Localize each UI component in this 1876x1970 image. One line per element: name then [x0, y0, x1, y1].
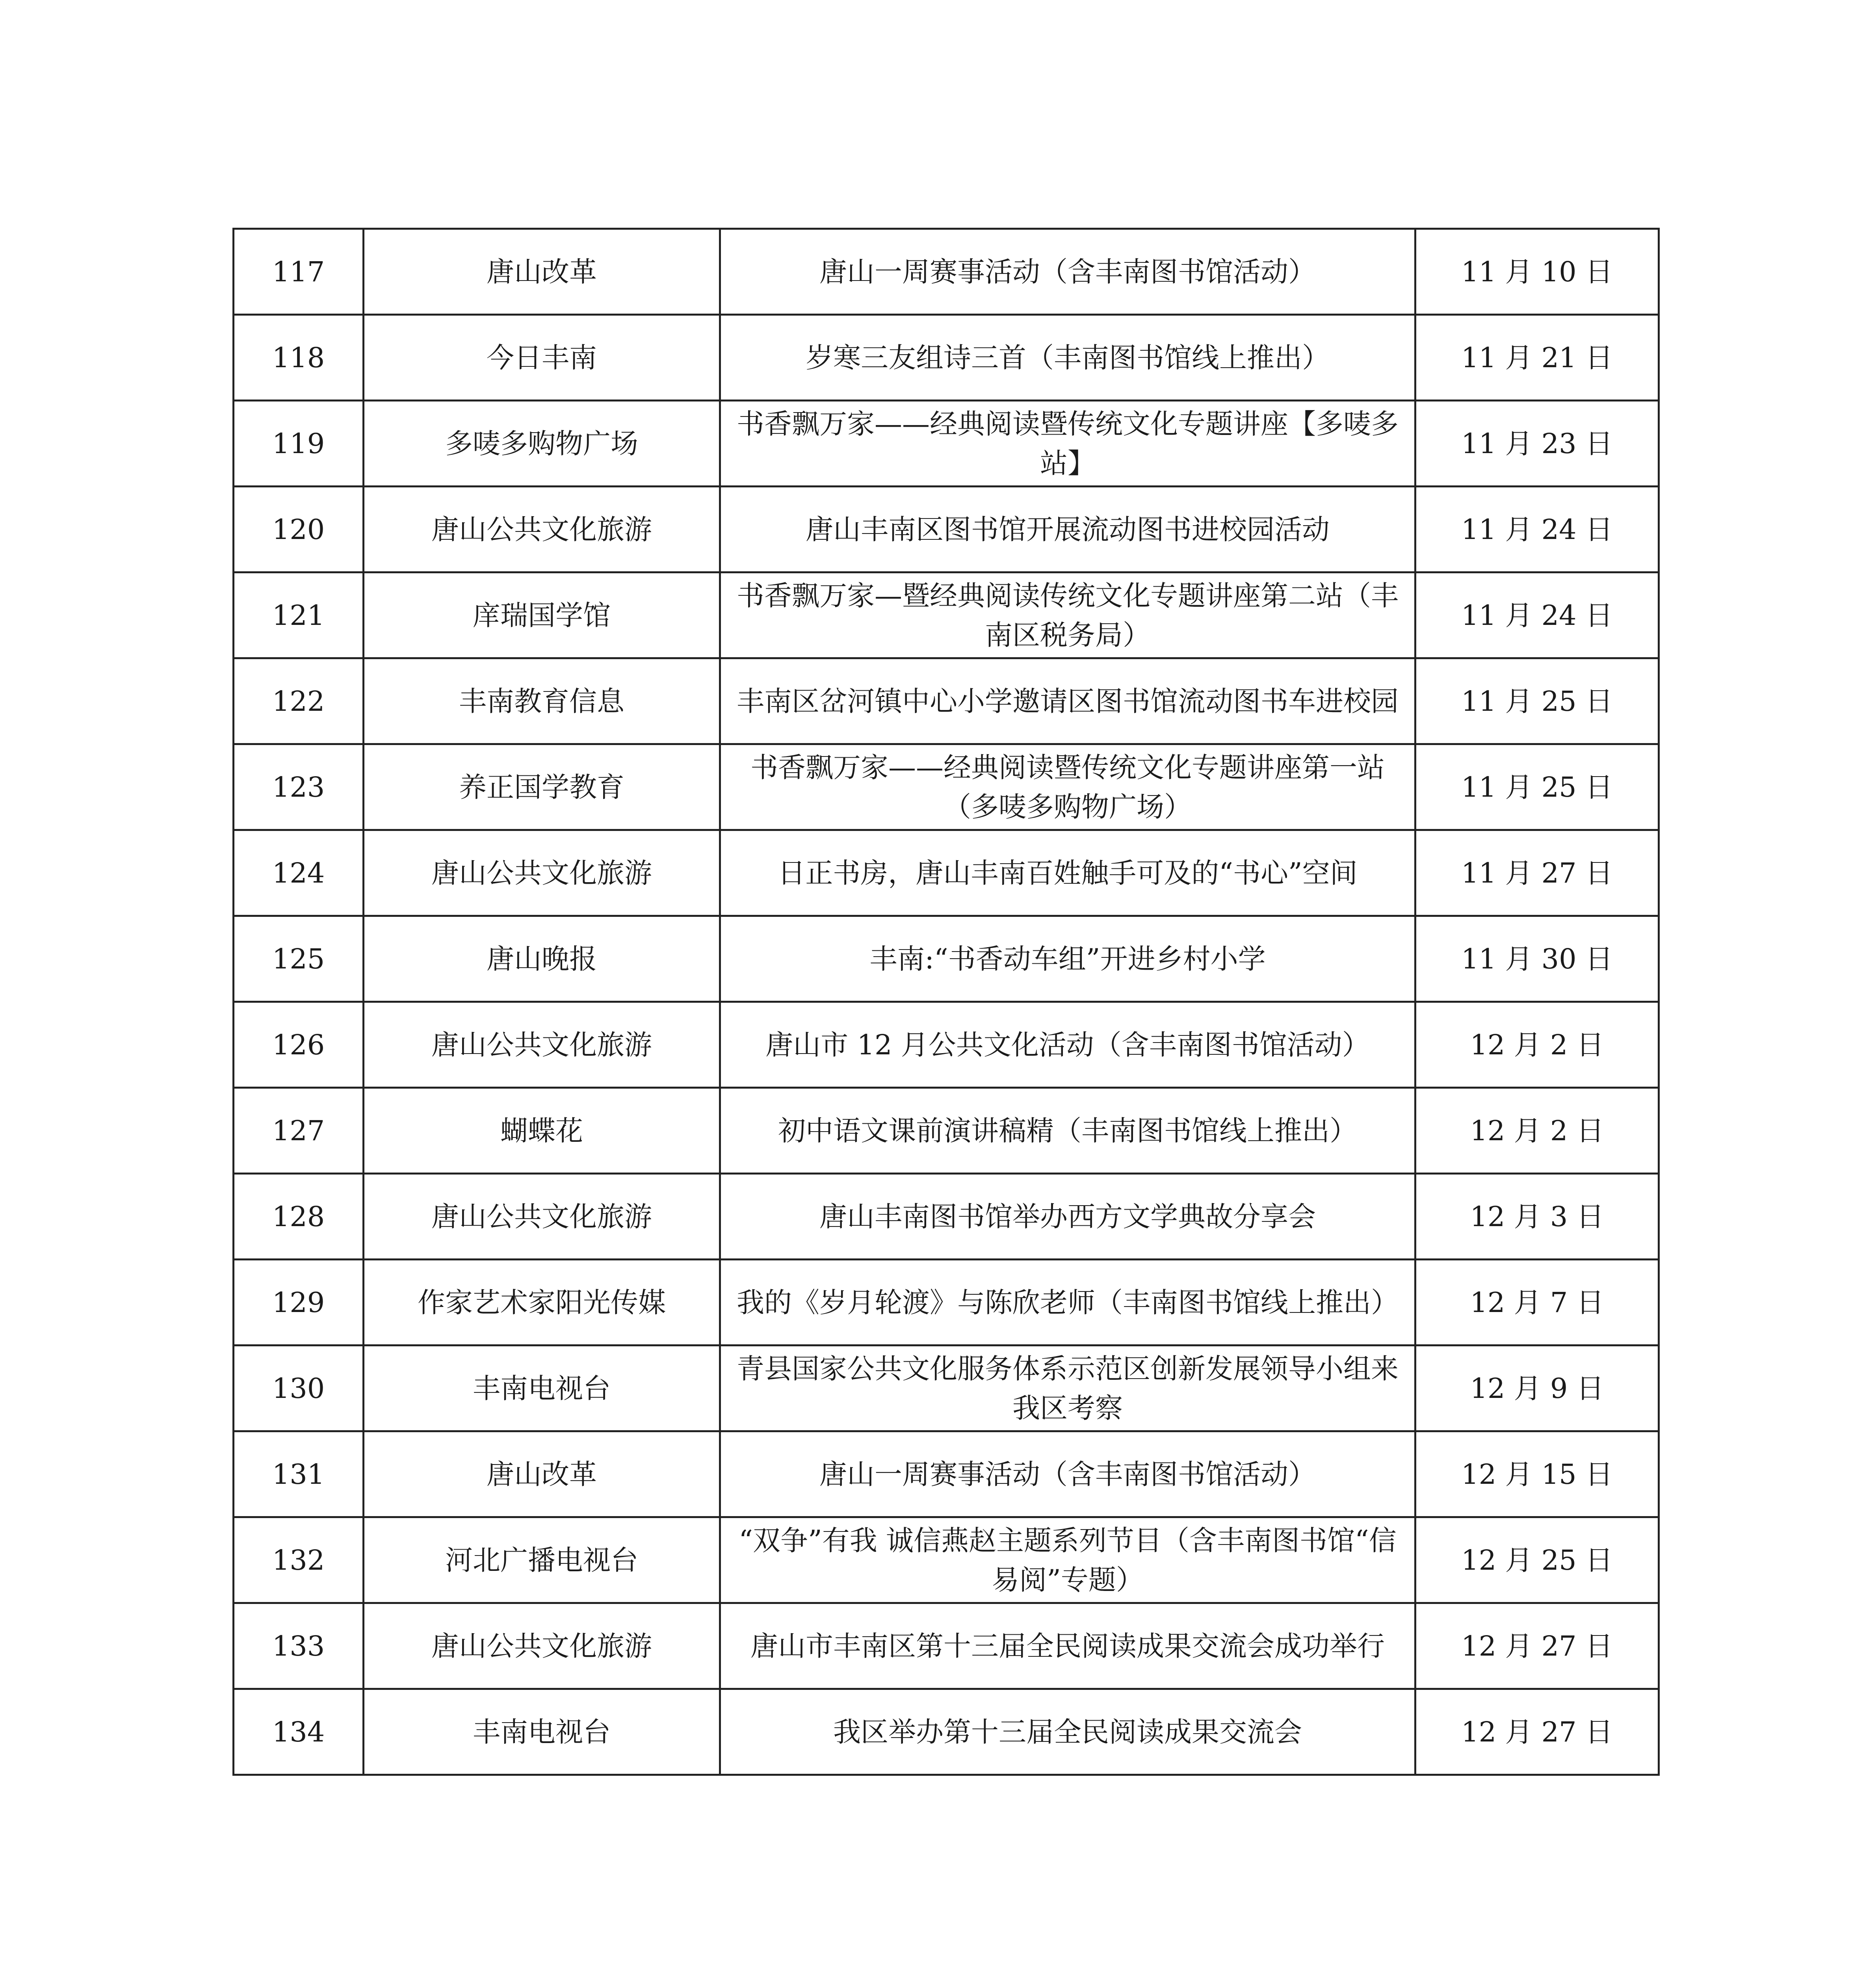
cell-title: 丰南:“书香动车组”开进乡村小学 — [720, 916, 1415, 1002]
cell-source: 河北广播电视台 — [364, 1517, 720, 1603]
cell-number: 117 — [234, 229, 364, 315]
media-coverage-table — [232, 228, 1660, 1776]
cell-number: 122 — [234, 658, 364, 744]
table-row — [234, 572, 1659, 658]
cell-date: 11 月 24 日 — [1415, 572, 1659, 658]
cell-title: 唐山市丰南区第十三届全民阅读成果交流会成功举行 — [720, 1603, 1415, 1689]
cell-title: 书香飘万家——经典阅读暨传统文化专题讲座【多唛多站】 — [720, 401, 1415, 487]
table-row — [234, 830, 1659, 916]
cell-source: 唐山晚报 — [364, 916, 720, 1002]
cell-number: 127 — [234, 1088, 364, 1174]
cell-source: 今日丰南 — [364, 315, 720, 401]
cell-source: 多唛多购物广场 — [364, 401, 720, 487]
cell-number: 131 — [234, 1431, 364, 1517]
cell-number: 130 — [234, 1346, 364, 1431]
cell-date: 11 月 25 日 — [1415, 658, 1659, 744]
cell-number: 134 — [234, 1689, 364, 1775]
table-body — [234, 229, 1659, 1775]
table-row — [234, 916, 1659, 1002]
cell-source: 唐山公共文化旅游 — [364, 1174, 720, 1260]
cell-title: 我区举办第十三届全民阅读成果交流会 — [720, 1689, 1415, 1775]
cell-number: 128 — [234, 1174, 364, 1260]
cell-title: “双争”有我 诚信燕赵主题系列节目（含丰南图书馆“信易阅”专题） — [720, 1517, 1415, 1603]
cell-source: 丰南教育信息 — [364, 658, 720, 744]
cell-date: 11 月 24 日 — [1415, 487, 1659, 572]
cell-date: 11 月 30 日 — [1415, 916, 1659, 1002]
table-row — [234, 1431, 1659, 1517]
cell-date: 12 月 25 日 — [1415, 1517, 1659, 1603]
cell-number: 124 — [234, 830, 364, 916]
cell-source: 丰南电视台 — [364, 1689, 720, 1775]
table-row — [234, 1689, 1659, 1775]
cell-number: 120 — [234, 487, 364, 572]
cell-title: 唐山一周赛事活动（含丰南图书馆活动） — [720, 1431, 1415, 1517]
cell-title: 书香飘万家—暨经典阅读传统文化专题讲座第二站（丰南区税务局） — [720, 572, 1415, 658]
cell-date: 12 月 9 日 — [1415, 1346, 1659, 1431]
cell-date: 11 月 10 日 — [1415, 229, 1659, 315]
cell-date: 11 月 27 日 — [1415, 830, 1659, 916]
cell-source: 唐山公共文化旅游 — [364, 1603, 720, 1689]
table-row — [234, 658, 1659, 744]
cell-number: 121 — [234, 572, 364, 658]
cell-source: 唐山公共文化旅游 — [364, 830, 720, 916]
cell-title: 唐山丰南图书馆举办西方文学典故分享会 — [720, 1174, 1415, 1260]
cell-source: 唐山公共文化旅游 — [364, 1002, 720, 1088]
table-row — [234, 1603, 1659, 1689]
cell-title: 书香飘万家——经典阅读暨传统文化专题讲座第一站（多唛多购物广场） — [720, 744, 1415, 830]
cell-date: 11 月 21 日 — [1415, 315, 1659, 401]
cell-source: 作家艺术家阳光传媒 — [364, 1260, 720, 1346]
table-row — [234, 315, 1659, 401]
cell-title: 唐山市 12 月公共文化活动（含丰南图书馆活动） — [720, 1002, 1415, 1088]
cell-source: 养正国学教育 — [364, 744, 720, 830]
cell-date: 12 月 2 日 — [1415, 1002, 1659, 1088]
table-row — [234, 1174, 1659, 1260]
table-row — [234, 1260, 1659, 1346]
cell-title: 岁寒三友组诗三首（丰南图书馆线上推出） — [720, 315, 1415, 401]
cell-date: 12 月 3 日 — [1415, 1174, 1659, 1260]
table-row — [234, 744, 1659, 830]
cell-date: 12 月 15 日 — [1415, 1431, 1659, 1517]
cell-number: 125 — [234, 916, 364, 1002]
cell-number: 132 — [234, 1517, 364, 1603]
table-row — [234, 229, 1659, 315]
cell-title: 初中语文课前演讲稿精（丰南图书馆线上推出） — [720, 1088, 1415, 1174]
table-row — [234, 401, 1659, 487]
cell-title: 日正书房，唐山丰南百姓触手可及的“书心”空间 — [720, 830, 1415, 916]
cell-date: 11 月 25 日 — [1415, 744, 1659, 830]
cell-number: 123 — [234, 744, 364, 830]
cell-number: 119 — [234, 401, 364, 487]
table-row — [234, 1088, 1659, 1174]
table-row — [234, 1346, 1659, 1431]
cell-source: 唐山改革 — [364, 1431, 720, 1517]
cell-date: 12 月 7 日 — [1415, 1260, 1659, 1346]
table-row — [234, 1517, 1659, 1603]
table-row — [234, 487, 1659, 572]
cell-number: 118 — [234, 315, 364, 401]
cell-date: 12 月 27 日 — [1415, 1603, 1659, 1689]
cell-date: 12 月 2 日 — [1415, 1088, 1659, 1174]
table-row — [234, 1002, 1659, 1088]
cell-number: 133 — [234, 1603, 364, 1689]
cell-title: 丰南区岔河镇中心小学邀请区图书馆流动图书车进校园 — [720, 658, 1415, 744]
cell-number: 129 — [234, 1260, 364, 1346]
cell-title: 我的《岁月轮渡》与陈欣老师（丰南图书馆线上推出） — [720, 1260, 1415, 1346]
cell-date: 11 月 23 日 — [1415, 401, 1659, 487]
cell-source: 唐山改革 — [364, 229, 720, 315]
cell-number: 126 — [234, 1002, 364, 1088]
cell-source: 庠瑞国学馆 — [364, 572, 720, 658]
cell-title: 唐山丰南区图书馆开展流动图书进校园活动 — [720, 487, 1415, 572]
cell-source: 蝴蝶花 — [364, 1088, 720, 1174]
cell-source: 唐山公共文化旅游 — [364, 487, 720, 572]
cell-title: 唐山一周赛事活动（含丰南图书馆活动） — [720, 229, 1415, 315]
cell-date: 12 月 27 日 — [1415, 1689, 1659, 1775]
cell-title: 青县国家公共文化服务体系示范区创新发展领导小组来我区考察 — [720, 1346, 1415, 1431]
cell-source: 丰南电视台 — [364, 1346, 720, 1431]
